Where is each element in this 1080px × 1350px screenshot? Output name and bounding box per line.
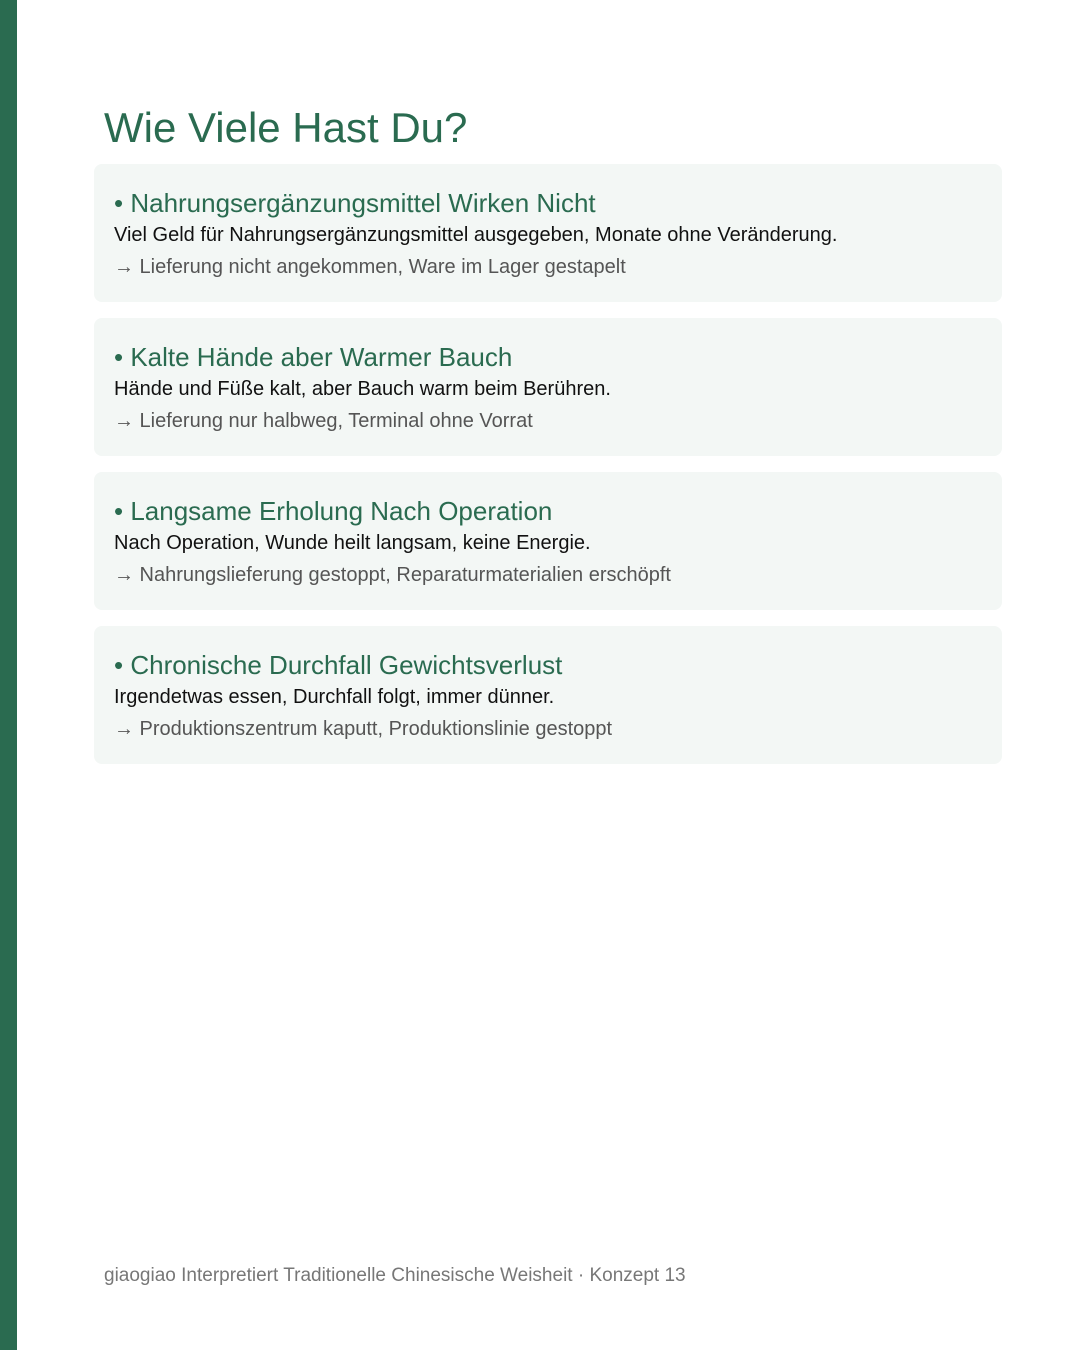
- symptom-card: [94, 626, 1002, 764]
- card-cause: → Lieferung nicht angekommen, Ware im Lager gestapelt: [114, 256, 626, 278]
- card-heading: • Nahrungsergänzungsmittel Wirken Nicht: [114, 188, 596, 218]
- page-title: Wie Viele Hast Du?: [104, 104, 468, 151]
- card-cause: → Nahrungslieferung gestoppt, Reparaturmaterialien erschöpft: [114, 564, 671, 586]
- card-list: [94, 164, 1002, 780]
- card-heading: • Chronische Durchfall Gewichtsverlust: [114, 650, 563, 680]
- card-description: Viel Geld für Nahrungsergänzungsmittel ausgegeben, Monate ohne Veränderung.: [114, 224, 838, 246]
- card-description: Hände und Füße kalt, aber Bauch warm beim Berühren.: [114, 378, 611, 400]
- symptom-card: [94, 472, 1002, 610]
- card-heading: • Kalte Hände aber Warmer Bauch: [114, 342, 513, 372]
- symptom-card: [94, 318, 1002, 456]
- symptom-card: [94, 164, 1002, 302]
- accent-bar: [0, 0, 17, 1350]
- card-cause: → Lieferung nur halbweg, Terminal ohne Vorrat: [114, 410, 533, 432]
- card-description: Irgendetwas essen, Durchfall folgt, immer dünner.: [114, 686, 555, 708]
- card-cause: → Produktionszentrum kaputt, Produktionslinie gestoppt: [114, 718, 613, 740]
- card-heading: • Langsame Erholung Nach Operation: [114, 496, 553, 526]
- card-description: Nach Operation, Wunde heilt langsam, keine Energie.: [114, 532, 591, 554]
- footer-text: giaogiao Interpretiert Traditionelle Chinesische Weisheit · Konzept 13: [104, 1265, 686, 1286]
